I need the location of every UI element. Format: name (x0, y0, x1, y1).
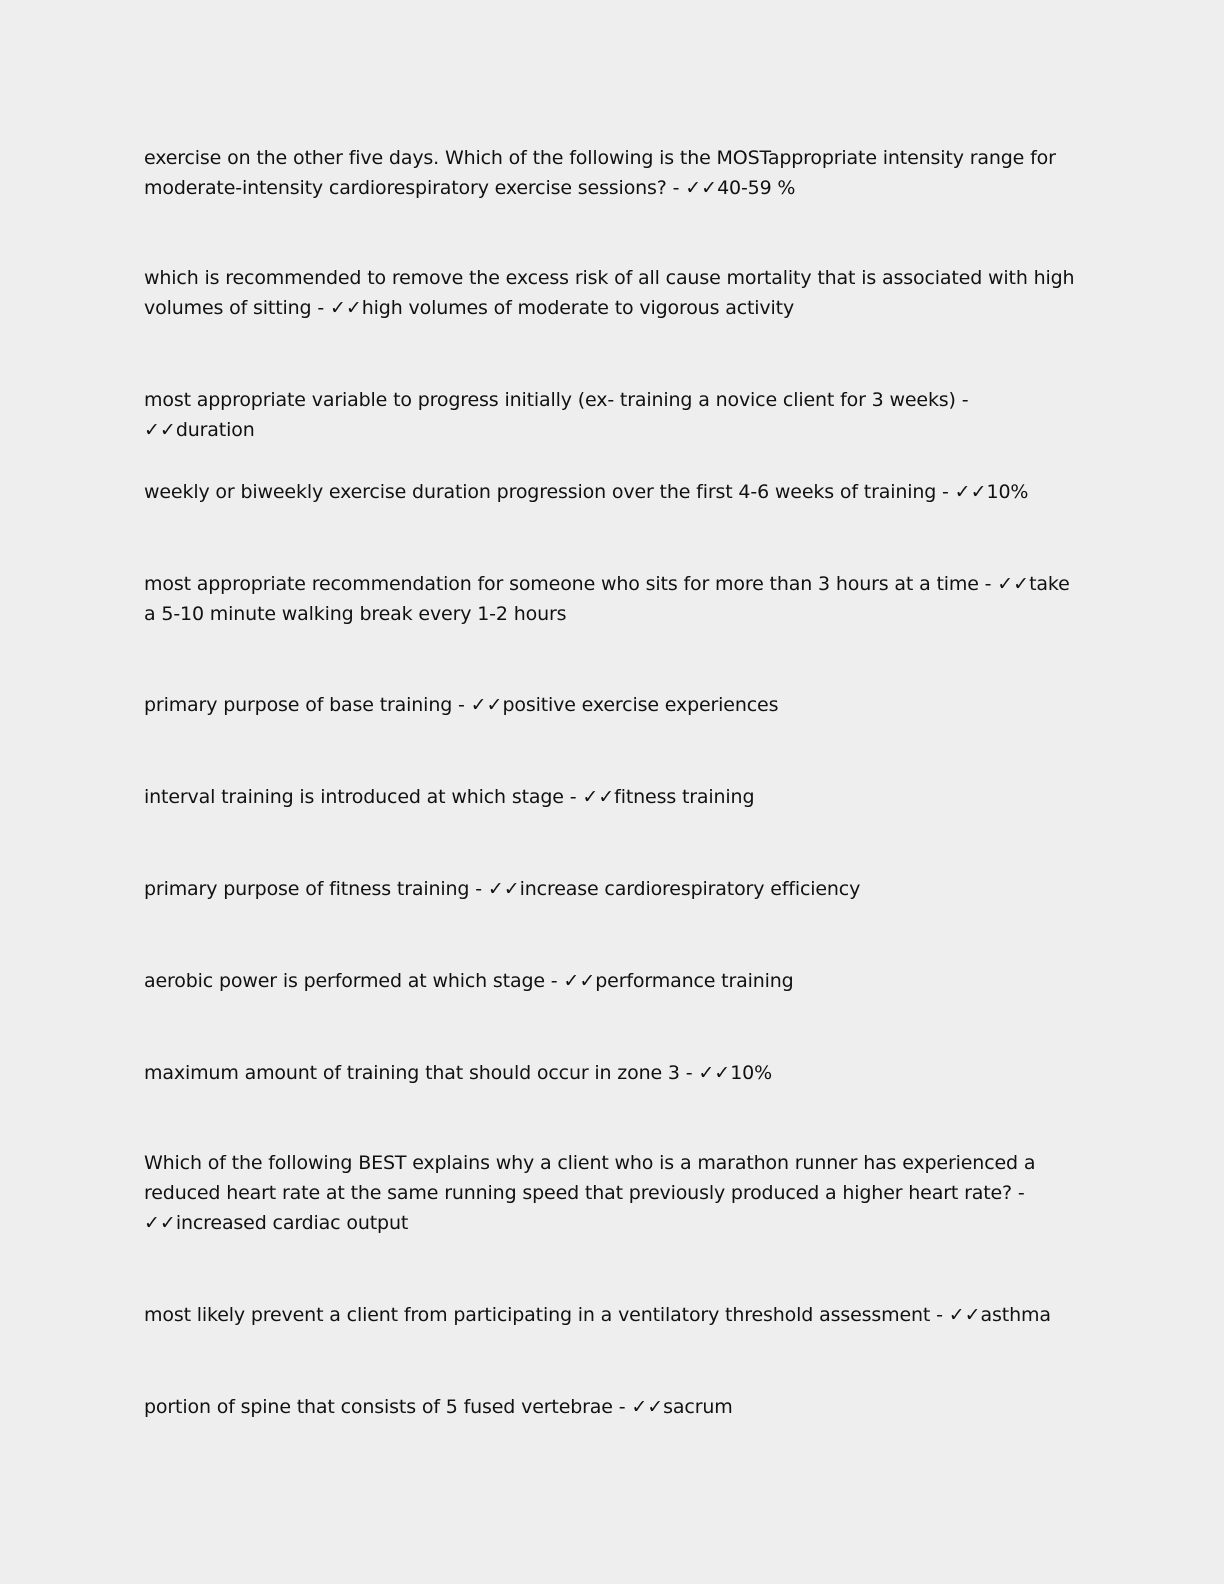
question-text: aerobic power is performed at which stage - (144, 970, 564, 992)
checkmark-icon: ✓✓ (685, 177, 718, 199)
question-text: most appropriate variable to progress initially (ex- training a novice client for 3 weeks) - (144, 389, 969, 411)
answer-text: performance training (595, 970, 794, 992)
question-text: maximum amount of training that should occur in zone 3 - (144, 1062, 699, 1084)
question-text: interval training is introduced at which stage - (144, 786, 583, 808)
qa-entry (144, 690, 1080, 720)
checkmark-icon: ✓✓ (470, 694, 503, 716)
checkmark-icon: ✓✓ (631, 1396, 664, 1418)
qa-entry (144, 1300, 1080, 1330)
answer-text: 10% (986, 481, 1029, 503)
qa-entry (144, 569, 1080, 629)
answer-text: increased cardiac output (175, 1212, 409, 1234)
question-text: Which of the following BEST explains why a client who is a marathon runner has experienced a reduced heart rate at the same running speed that previously produced a higher heart rate? - (144, 1152, 1036, 1204)
checkmark-icon: ✓✓ (582, 786, 615, 808)
checkmark-icon: ✓✓ (948, 1304, 981, 1326)
checkmark-icon: ✓✓ (329, 297, 362, 319)
qa-entry (144, 966, 1080, 996)
answer-text: 40-59 % (717, 177, 796, 199)
checkmark-icon: ✓✓ (563, 970, 596, 992)
qa-entry (144, 477, 1080, 507)
answer-text: sacrum (663, 1396, 733, 1418)
checkmark-icon: ✓✓ (997, 573, 1030, 595)
question-text: weekly or biweekly exercise duration progression over the first 4-6 weeks of training - (144, 481, 955, 503)
answer-text: high volumes of moderate to vigorous activity (361, 297, 795, 319)
checkmark-icon: ✓✓ (144, 1212, 176, 1234)
qa-entry (144, 385, 1080, 445)
question-text: most likely prevent a client from participating in a ventilatory threshold assessment - (144, 1304, 949, 1326)
question-text: which is recommended to remove the excess risk of all cause mortality that is associated with high volumes of sitting - (144, 267, 1075, 319)
answer-text: duration (175, 419, 255, 441)
qa-entry (144, 263, 1080, 323)
answer-text: increase cardiorespiratory efficiency (519, 878, 861, 900)
qa-entry (144, 143, 1080, 203)
checkmark-icon: ✓✓ (698, 1062, 731, 1084)
question-text: most appropriate recommendation for someone who sits for more than 3 hours at a time - (144, 573, 998, 595)
qa-entry (144, 1392, 1080, 1422)
qa-entry (144, 1058, 1080, 1088)
checkmark-icon: ✓✓ (144, 419, 176, 441)
checkmark-icon: ✓✓ (487, 878, 520, 900)
question-text: portion of spine that consists of 5 fused vertebrae - (144, 1396, 632, 1418)
answer-text: take a 5-10 minute walking break every 1-2 hours (144, 573, 1070, 625)
qa-entry (144, 874, 1080, 904)
answer-text: asthma (980, 1304, 1051, 1326)
qa-entry (144, 782, 1080, 812)
question-text: primary purpose of base training - (144, 694, 471, 716)
checkmark-icon: ✓✓ (954, 481, 987, 503)
qa-entry (144, 1148, 1080, 1238)
question-text: primary purpose of fitness training - (144, 878, 488, 900)
answer-text: 10% (730, 1062, 772, 1084)
answer-text: positive exercise experiences (502, 694, 779, 716)
answer-text: fitness training (614, 786, 755, 808)
question-text: exercise on the other five days. Which of the following is the MOSTappropriate intensity range for moderate-intensity cardiorespiratory exercise sessions? - (144, 147, 1056, 199)
